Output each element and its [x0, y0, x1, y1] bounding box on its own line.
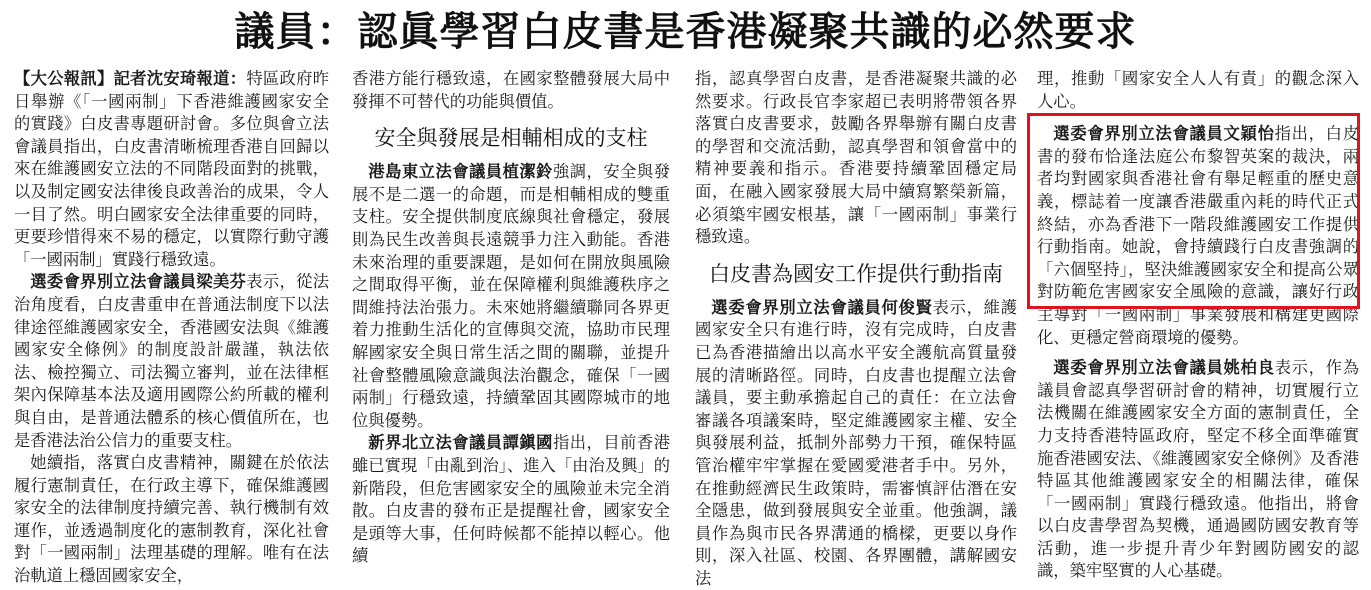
dateline: 【大公報訊】記者沈安琦報道： — [14, 69, 247, 88]
paragraph-text: 指出，白皮書的發布恰逢法庭公布黎智英案的裁決，兩者均對國家與香港社會有舉足輕重的歷史意義，標誌着一度讓香港嚴重內耗的時代正式終結，亦為香港下一階段維護國安工作提供行動指南。她說，會持續踐行白皮書強調的「六個堅持」，堅決維護國家安全和提高公眾對防範危害國家安全風險的意識，讓好行政主導對「一國兩制」事業發展和構建更國際化、更穩定營商環境的優勢。 — [1037, 124, 1359, 347]
paragraph — [14, 452, 329, 588]
paragraph-text: 香港方能行穩致遠，在國家整體發展大局中發揮不可替代的功能與價值。 — [352, 69, 670, 111]
paragraph — [1037, 123, 1359, 349]
speaker-name: 選委會界別立法會議員何俊賢 — [711, 297, 933, 317]
paragraph — [14, 271, 329, 452]
paragraph — [352, 68, 670, 113]
article-column-2 — [352, 68, 670, 568]
paragraph — [352, 161, 670, 432]
speaker-name: 港島東立法會議員植潔鈴 — [368, 162, 553, 182]
paragraph — [695, 68, 1017, 249]
speaker-name: 新界北立法會議員譚鎭國 — [368, 433, 553, 453]
paragraph-text: 表示，維護國家安全只有進行時，沒有完成時，白皮書已為香港描繪出以高水平安全護航高質量發展的清晰路徑。同時，白皮書也提醒立法會議員，要主動承擔起自己的責任：在立法會審議各項議案時，堅定維護國家主權、安全與發展利益，抵制外部勢力干預，確保特區管治權牢牢掌握在愛國愛港者手中。另外，在推動經濟民生政策時，需審慎評估潛在安全隱患，做到發展與安全並重。他強調，議員作為與市民各界溝通的橋樑，更要以身作則，深入社區、校園、各界團體，講解國安法 — [695, 297, 1017, 588]
article-column-4 — [1037, 68, 1359, 583]
paragraph-text: 指出，目前香港雖已實現「由亂到治」、進入「由治及興」的新階段，但危害國家安全的風險並未完全消散。白皮書的發布正是提醒社會，國家安全是頭等大事，任何時候都不能掉以輕心。他續 — [352, 433, 670, 566]
speaker-name: 選委會界別立法會議員文穎怡 — [1053, 124, 1275, 144]
subheading: 白皮書為國安工作提供行動指南 — [709, 261, 1003, 286]
speaker-name: 選委會界別立法會議員梁美芬 — [30, 272, 247, 292]
paragraph-text: 理，推動「國家安全人人有責」的觀念深入人心。 — [1037, 69, 1359, 111]
paragraph-text: 指，認真學習白皮書，是香港凝聚共識的必然要求。行政長官李家超已表明將帶領各界落實白皮書要求，鼓勵各界舉辦有關白皮書的學習和交流活動，認真學習和領會當中的精神要義和指示。香港要持續鞏固穩定局面，在融入國家發展大局中續寫繁榮新篇，必須築牢國安根基，讓「一國兩制」事業行穩致遠。 — [695, 69, 1017, 247]
paragraph-text: 表示，從法治角度看，白皮書重申在普通法制度下以法律途徑維護國家安全，香港國安法與《維護國家安全條例》的制度設計嚴謹，執法依法、檢控獨立、司法獨立審判，並在法律框架內保障基本法及適用國際公約所載的權利與自由，是普通法體系的核心價值所在，也是香港法治公信力的重要支柱。 — [14, 272, 329, 450]
paragraph — [352, 432, 670, 568]
paragraph-text: 強調，安全與發展不是二選一的命題，而是相輔相成的雙重支柱。安全提供制度底線與社會穩定，發展則為民生改善與長遠競爭力注入動能。香港未來治理的重要課題，是如何在開放與風險之間取得平衡，並在保障權利與維護秩序之間維持法治張力。未來她將繼續聯同各界更着力推動生活化的宣傳與交流，協助市民理解國家安全與日常生活之間的關聯，並提升社會整體風險意識與法治觀念，確保「一國兩制」行穩致遠，持續鞏固其國際城市的地位與優勢。 — [352, 162, 670, 430]
paragraph — [1037, 357, 1359, 583]
article-column-3 — [695, 68, 1017, 590]
paragraph-text: 表示，作為議員會認真學習研討會的精神，切實履行立法機關在維護國家安全方面的憲制責任，全力支持香港特區政府，堅定不移全面準確實施香港國安法、《維護國家安全條例》及香港特區其他維護國家安全的相關法律，確保「一國兩制」實踐行穩致遠。他指出，將會以白皮書學習為契機，通過國防國安教育等活動，進一步提升青少年對國防國安的認識，築牢堅實的人心基礎。 — [1037, 358, 1359, 581]
speaker-name: 選委會界別立法會議員姚柏良 — [1053, 358, 1275, 378]
paragraph-text: 特區政府昨日舉辦《「一國兩制」下香港維護國家安全的實踐》白皮書專題研討會。多位與會立法會議員指出，白皮書清晰梳理香港自回歸以來在維護國安立法的不同階段面對的挑戰，以及制定國安法律後良政善治的成果，令人一目了然。明白國家安全法律重要的同時，更要珍惜得來不易的穩定，以實際行動守護「一國兩制」實踐行穩致遠。 — [14, 69, 329, 269]
subheading: 安全與發展是相輔相成的支柱 — [374, 126, 648, 151]
article-column-1 — [14, 68, 329, 588]
paragraph — [695, 297, 1017, 590]
headline: 議員：認眞學習白皮書是香港凝聚共識的必然要求 — [234, 9, 1137, 55]
paragraph — [14, 68, 329, 271]
paragraph-text: 她續指，落實白皮書精神，關鍵在於依法履行憲制責任，在行政主導下，確保維護國家安全的法律制度持續完善、執行機制有效運作，並透過制度化的憲制教育，深化社會對「一國兩制」法理基礎的理解。唯有在法治軌道上穩固國家安全， — [14, 453, 329, 586]
paragraph — [1037, 68, 1359, 113]
